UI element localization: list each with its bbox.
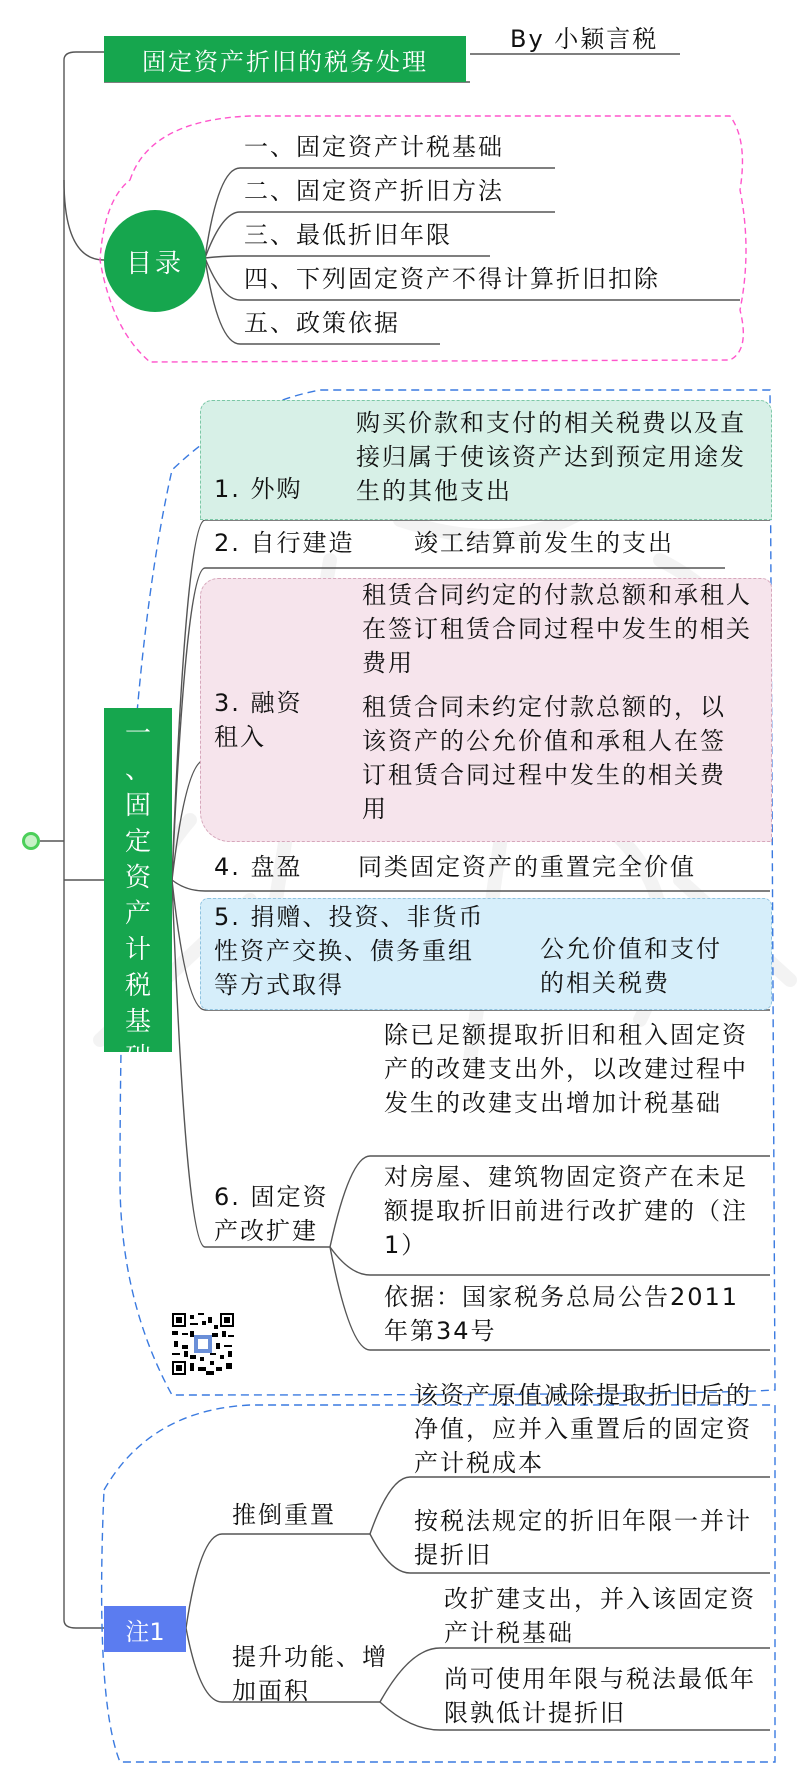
- root-node-dot[interactable]: [22, 832, 40, 850]
- item3-desc-b: 租赁合同未约定付款总额的，以该资产的公允价值和承租人在签订租赁合同过程中发生的相关费用: [362, 693, 726, 823]
- author-label: By 小颖言税: [510, 25, 659, 53]
- item1-desc: 购买价款和支付的相关税费以及直接归属于使该资产达到预定用途发生的其他支出: [356, 409, 746, 505]
- toc-item-5[interactable]: 五、政策依据: [244, 309, 400, 337]
- item2-desc: 竣工结算前发生的支出: [414, 529, 674, 557]
- note1-a-desc1: 该资产原值减除提取折旧后的净值，应并入重置后的固定资产计税成本: [414, 1381, 752, 1477]
- note1-a-label[interactable]: 推倒重置: [232, 1501, 336, 1529]
- item4-label[interactable]: 4. 盘盈: [214, 853, 303, 881]
- item6-desc-b: 对房屋、建筑物固定资产在未足额提取折旧前进行改扩建的（注1）: [384, 1163, 748, 1259]
- toc-item-1[interactable]: 一、固定资产计税基础: [244, 133, 504, 161]
- item5-desc: 公允价值和支付的相关税费: [540, 935, 722, 997]
- note1-node[interactable]: 注1: [104, 1606, 186, 1652]
- note1-a-desc2: 按税法规定的折旧年限一并计提折旧: [414, 1507, 752, 1569]
- page-title: 固定资产折旧的税务处理: [104, 36, 466, 82]
- qr-code-icon: [172, 1313, 234, 1375]
- item3-desc-a: 租赁合同约定的付款总额和承租人在签订租赁合同过程中发生的相关费用: [362, 581, 752, 677]
- item2-label[interactable]: 2. 自行建造: [214, 529, 355, 557]
- toc-node[interactable]: 目录: [104, 210, 206, 312]
- toc-item-4[interactable]: 四、下列固定资产不得计算折旧扣除: [244, 265, 660, 293]
- item4-desc: 同类固定资产的重置完全价值: [358, 853, 696, 881]
- item6-label[interactable]: 6. 固定资产改扩建: [214, 1183, 329, 1245]
- item1-label[interactable]: 1. 外购: [214, 475, 303, 503]
- toc-item-3[interactable]: 三、最低折旧年限: [244, 221, 452, 249]
- item5-label[interactable]: 5. 捐赠、投资、非货币性资产交换、债务重组等方式取得: [214, 903, 485, 999]
- section1-node[interactable]: 一 、 固 定 资 产 计 税 基 础: [104, 708, 172, 1052]
- toc-item-2[interactable]: 二、固定资产折旧方法: [244, 177, 504, 205]
- note1-b-desc2: 尚可使用年限与税法最低年限孰低计提折旧: [444, 1665, 756, 1727]
- note1-b-desc1: 改扩建支出，并入该固定资产计税基础: [444, 1585, 756, 1647]
- item6-desc-c: 依据：国家税务总局公告2011年第34号: [384, 1283, 740, 1345]
- item6-desc-a: 除已足额提取折旧和租入固定资产的改建支出外，以改建过程中发生的改建支出增加计税基础: [384, 1021, 748, 1117]
- note1-b-label[interactable]: 提升功能、增加面积: [232, 1643, 388, 1705]
- item3-label[interactable]: 3. 融资租入: [214, 689, 303, 751]
